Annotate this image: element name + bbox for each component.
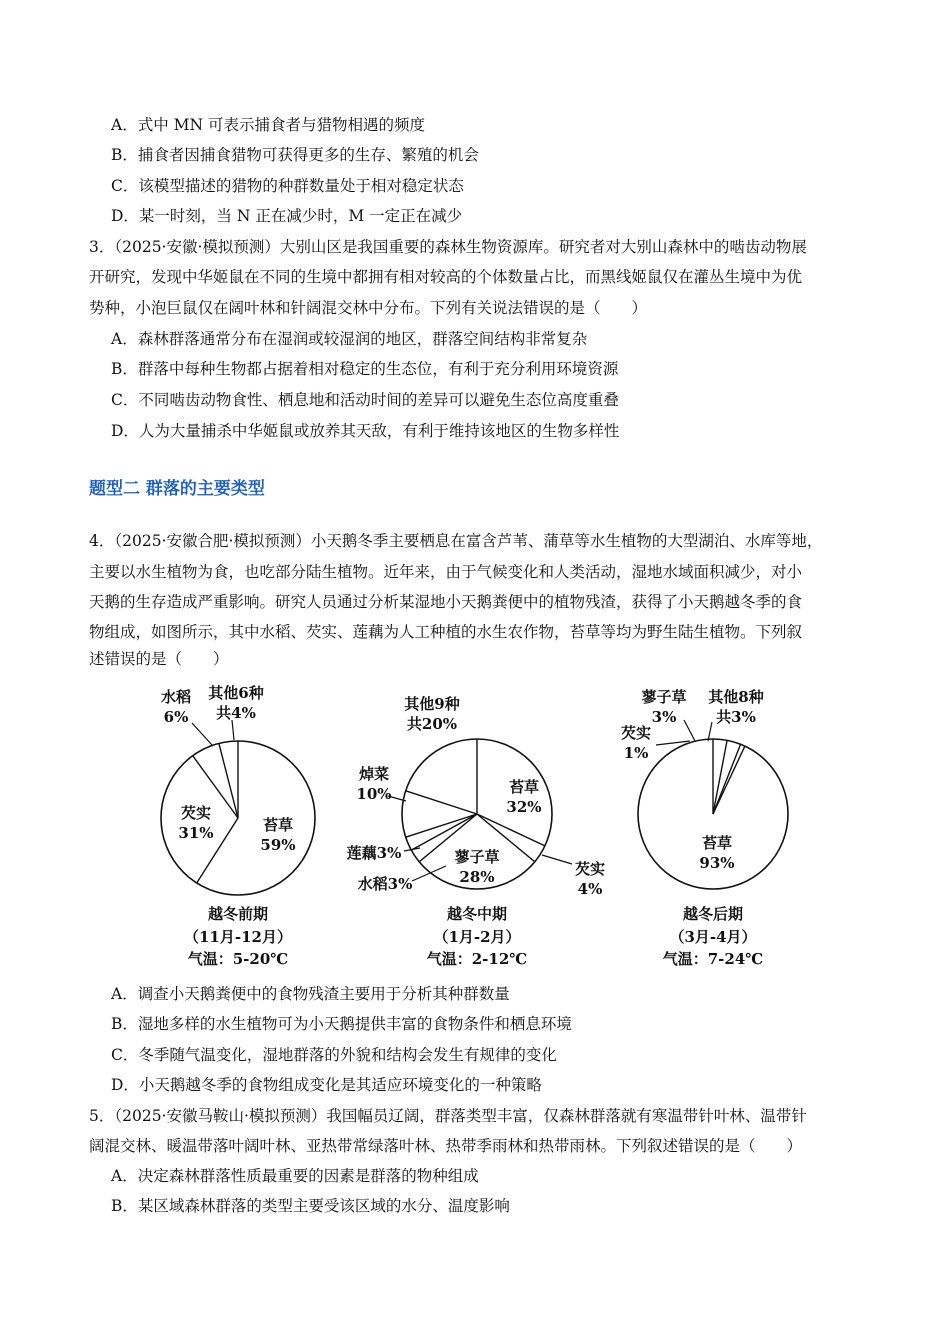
pie-slice-label: 焯菜 xyxy=(358,765,390,783)
q3-option-d: D．人为大量捕杀中华姬鼠或放养其天敌，有利于维持该地区的生物多样性 xyxy=(111,422,620,440)
pie-slice-label: 蓼子草 xyxy=(641,688,687,706)
q5-option-a: A．决定森林群落性质最重要的因素是群落的物种组成 xyxy=(111,1167,479,1185)
pie-slice-label: 28% xyxy=(459,868,495,886)
q4-option-b: B．湿地多样的水生植物可为小天鹅提供丰富的食物条件和栖息环境 xyxy=(111,1015,572,1033)
label-leader-line xyxy=(232,720,234,740)
label-leader-line xyxy=(708,722,712,741)
q3-stem-line-3: 势种，小泡巨鼠仅在阔叶林和针阔混交林中分布。下列有关说法错误的是（ ） xyxy=(89,299,648,317)
pie-slice-label: 其他6种 xyxy=(208,684,264,702)
label-leader-line xyxy=(542,855,572,864)
pie-slice-label: 水稻 xyxy=(160,688,192,706)
chart-title: 越冬中期 xyxy=(446,905,508,923)
pie-slice-label: 32% xyxy=(506,798,542,816)
q4-option-a: A．调查小天鹅粪便中的食物残渣主要用于分析其种群数量 xyxy=(111,985,510,1003)
pie-slice-label: 共20% xyxy=(406,715,458,733)
q3-option-c: C．不同啮齿动物食性、栖息地和活动时间的差异可以避免生态位高度重叠 xyxy=(111,391,619,409)
q3-option-a: A．森林群落通常分布在湿润或较湿润的地区，群落空间结构非常复杂 xyxy=(111,330,588,348)
q3-stem-line-2: 开研究，发现中华姬鼠在不同的生境中都拥有相对较高的个体数量占比，而黑线姬鼠仅在灌丛生境中为优 xyxy=(89,268,803,286)
q4-stem-line-2: 主要以水生植物为食，也吃部分陆生植物。近年来，由于气候变化和人类活动，湿地水域面积减少，对小 xyxy=(89,563,803,581)
q3-stem-line-1: 3．（2025·安徽·模拟预测）大别山区是我国重要的森林生物资源库。研究者对大别山森林中的啮齿动物展 xyxy=(89,238,807,256)
pie-slice-label: 6% xyxy=(163,708,189,726)
pie-slice-label: 莲藕3% xyxy=(346,844,402,862)
chart-title: 越冬后期 xyxy=(682,905,744,923)
chart-title: 气温：7-24℃ xyxy=(662,950,764,968)
q4-stem-line-5: 述错误的是（ ） xyxy=(89,650,229,668)
q4-option-d: D．小天鹅越冬季的食物组成变化是其适应环境变化的一种策略 xyxy=(111,1076,542,1094)
pie-slice-label: 芡实 xyxy=(574,860,606,878)
chart-title: 气温：5-20℃ xyxy=(187,950,289,968)
pie-slice-label: 其他9种 xyxy=(404,695,460,713)
pie-slice-label: 苔草 xyxy=(262,816,294,834)
q3-option-b: B．群落中每种生物都占据着相对稳定的生态位，有利于充分利用环境资源 xyxy=(111,360,619,378)
pie-slice-label: 共4% xyxy=(216,704,256,722)
pie-slice-label: 3% xyxy=(651,708,677,726)
section-heading: 题型二 群落的主要类型 xyxy=(89,479,265,499)
label-leader-line xyxy=(684,720,695,741)
pie-slice-label: 10% xyxy=(356,785,392,803)
pie-slice-label: 93% xyxy=(699,854,735,872)
q4-stem-line-3: 天鹅的生存造成严重影响。研究人员通过分析某湿地小天鹅粪便中的植物残渣，获得了小天鹅越冬季的食 xyxy=(89,593,803,611)
chart-title: （11月-12月） xyxy=(184,928,292,946)
pie-slice-label: 1% xyxy=(623,744,649,762)
pie-slice-label: 苔草 xyxy=(508,778,540,796)
q5-stem-line-2: 阔混交林、暖温带落叶阔叶林、亚热带常绿落叶林、热带季雨林和热带雨林。下列叙述错误的是（ ） xyxy=(89,1137,803,1155)
q5-option-b: B．某区域森林群落的类型主要受该区域的水分、温度影响 xyxy=(111,1197,510,1215)
pie-slice-label: 共3% xyxy=(716,708,756,726)
q4-option-c: C．冬季随气温变化，湿地群落的外貌和结构会发生有规律的变化 xyxy=(111,1046,557,1064)
pie-slice-label: 31% xyxy=(178,824,214,842)
pie-slice-label: 4% xyxy=(577,880,603,898)
pie-slice-label: 水稻3% xyxy=(357,875,413,893)
chart-title: 气温：2-12℃ xyxy=(426,950,528,968)
q2-option-a: A．式中 MN 可表示捕食者与猎物相遇的频度 xyxy=(111,116,425,134)
q2-option-d: D．某一时刻，当 N 正在减少时，M 一定正在减少 xyxy=(111,207,463,225)
pie-slice-label: 蓼子草 xyxy=(454,848,500,866)
q5-stem-line-1: 5．（2025·安徽马鞍山·模拟预测）我国幅员辽阔，群落类型丰富，仅森林群落就有寒温带针叶林、温带针 xyxy=(89,1107,807,1125)
chart-title: （1月-2月） xyxy=(433,928,521,946)
q2-option-b: B．捕食者因捕食猎物可获得更多的生存、繁殖的机会 xyxy=(111,146,479,164)
pie-slice-label: 芡实 xyxy=(180,804,212,822)
label-leader-line xyxy=(192,723,212,745)
pie-slice-label: 苔草 xyxy=(701,834,733,852)
pie-slice-label: 59% xyxy=(260,836,296,854)
q2-option-c: C．该模型描述的猎物的种群数量处于相对稳定状态 xyxy=(111,177,464,195)
pie-slice-label: 芡实 xyxy=(620,724,652,742)
q4-stem-line-1: 4．（2025·安徽合肥·模拟预测）小天鹅冬季主要栖息在富含芦苇、蒲草等水生植物的大型湖泊、水库等地， xyxy=(89,532,823,550)
chart-title: （3月-4月） xyxy=(669,928,757,946)
pie-slice-label: 其他8种 xyxy=(708,688,764,706)
chart-title: 越冬前期 xyxy=(207,905,269,923)
q4-stem-line-4: 物组成，如图所示，其中水稻、芡实、莲藕为人工种植的水生农作物，苔草等均为野生陆生植物。下列叙 xyxy=(89,623,803,641)
